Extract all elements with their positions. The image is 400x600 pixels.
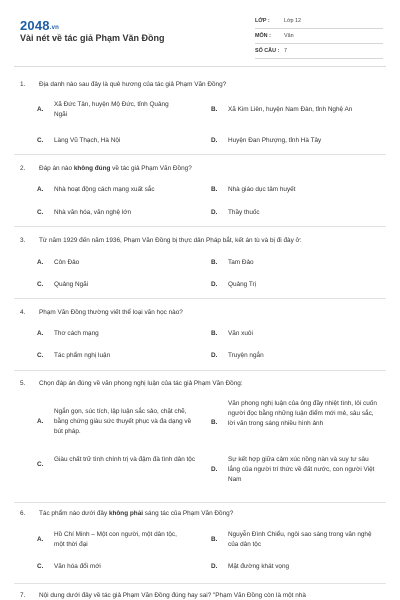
option-c[interactable]: C. Tác phẩm nghị luận: [37, 352, 111, 359]
option-c[interactable]: C. Làng Vũ Thạch, Hà Nội: [37, 137, 121, 144]
question-number: 5.: [20, 380, 26, 387]
option-b[interactable]: B. Tam Đảo: [211, 259, 254, 266]
question-stem: 4. Phạm Văn Đồng thường viết thể loại văn học nào?: [20, 309, 183, 316]
option-c[interactable]: C. Nhà văn hóa, văn nghệ lớn: [37, 209, 132, 216]
option-d[interactable]: D. Truyện ngắn: [211, 352, 264, 359]
option-d[interactable]: D. Huyện Đan Phượng, tỉnh Hà Tây: [211, 137, 322, 144]
option-b[interactable]: B. Văn phong nghị luận của ông đầy nhiệt tình, lôi cuốn người đọc bằng những luận điểm mới mẻ, sâu sắc, lời văn trong sáng nhiều hình ảnh: [211, 400, 377, 427]
meta-label: LỚP :: [255, 18, 270, 24]
option-a[interactable]: A. Thơ cách mạng: [37, 330, 99, 337]
meta-row-count: [255, 44, 383, 59]
question-divider: [14, 583, 386, 584]
option-b[interactable]: B. Xã Kim Liên, huyện Nam Đàn, tỉnh Nghệ An: [211, 106, 353, 113]
option-d[interactable]: D. Mặt đường khát vọng: [211, 563, 290, 570]
option-d[interactable]: D. Quảng Trị: [211, 281, 257, 288]
question-number: 1.: [20, 81, 26, 88]
question-number: 4.: [20, 309, 26, 316]
option-d[interactable]: D. Thầy thuốc: [211, 209, 260, 216]
option-a[interactable]: A. Nhà hoạt động cách mạng xuất sắc: [37, 186, 155, 193]
option-a[interactable]: A. Hồ Chí Minh – Một con người, một dân tộc, một thời đại: [37, 531, 177, 548]
meta-row-subject: [255, 29, 383, 44]
option-b[interactable]: B. Nhà giáo dục tâm huyết: [211, 186, 296, 193]
page-title: Vài nét về tác giả Phạm Văn Đồng: [20, 33, 165, 43]
option-a[interactable]: A. Ngắn gọn, súc tích, lập luận sắc sảo, chặt chẽ, bằng chứng giàu sức thuyết phục và đa dạng về bút pháp.: [37, 408, 192, 435]
option-b[interactable]: B. Nguyễn Đình Chiểu, ngôi sao sáng trong văn nghệ của dân tộc: [211, 531, 372, 548]
question-stem: 7. Nội dung dưới đây về tác giả Phạm Văn Đồng đúng hay sai? "Phạm Văn Đồng còn là một nhà: [20, 592, 306, 599]
option-d[interactable]: D. Sự kết hợp giữa cảm xúc nồng nàn và suy tư sâu lắng của người trí thức về đất nước, con người Việt Nam: [211, 456, 375, 483]
option-c[interactable]: C. Văn hóa đổi mới: [37, 563, 101, 570]
question-number: 3.: [20, 237, 26, 244]
question-divider: [14, 370, 386, 371]
question-stem: 1. Địa danh nào sau đây là quê hương của tác giả Phạm Văn Đồng?: [20, 81, 227, 88]
question-stem: 5. Chọn đáp án đúng về văn phong nghị luận của tác giả Phạm Văn Đồng:: [20, 380, 243, 387]
question-number: 7.: [20, 592, 26, 599]
question-divider: [14, 154, 386, 155]
meta-value: Lớp 12: [284, 18, 302, 24]
logo-main: 2048: [20, 18, 50, 33]
meta-label: SỐ CÂU :: [255, 48, 280, 54]
header: [0, 0, 400, 70]
question-stem: 2. Đáp án nào không đúng về tác giả Phạm Văn Đồng?: [20, 165, 192, 172]
question-divider: [14, 226, 386, 227]
option-a[interactable]: A. Côn Đảo: [37, 259, 80, 266]
meta-row-class: [255, 14, 383, 29]
question-stem: 6. Tác phẩm nào dưới đây không phải sáng tác của Phạm Văn Đồng?: [20, 510, 234, 517]
option-c[interactable]: C. Quảng Ngãi: [37, 281, 89, 288]
meta-label: MÔN :: [255, 33, 271, 39]
question-number: 2.: [20, 165, 26, 172]
question-divider: [14, 502, 386, 503]
option-b[interactable]: B. Văn xuôi: [211, 330, 253, 337]
logo-suffix: .vn: [49, 25, 60, 31]
question-divider: [14, 298, 386, 299]
question-stem: 3. Từ năm 1929 đến năm 1936, Phạm Văn Đồng bị thực dân Pháp bắt, kết án tù và bị đi đày ở:: [20, 237, 302, 244]
option-c[interactable]: C. Giàu chất trữ tình chính trị và đậm đà tình dân tộc: [37, 456, 196, 468]
option-a[interactable]: A. Xã Đức Tân, huyện Mộ Đức, tỉnh Quảng Ngãi: [37, 101, 169, 118]
question-number: 6.: [20, 510, 26, 517]
meta-value: 7: [284, 48, 287, 54]
header-divider: [14, 66, 386, 67]
quiz-meta: [255, 14, 383, 59]
meta-value: Văn: [284, 33, 294, 39]
